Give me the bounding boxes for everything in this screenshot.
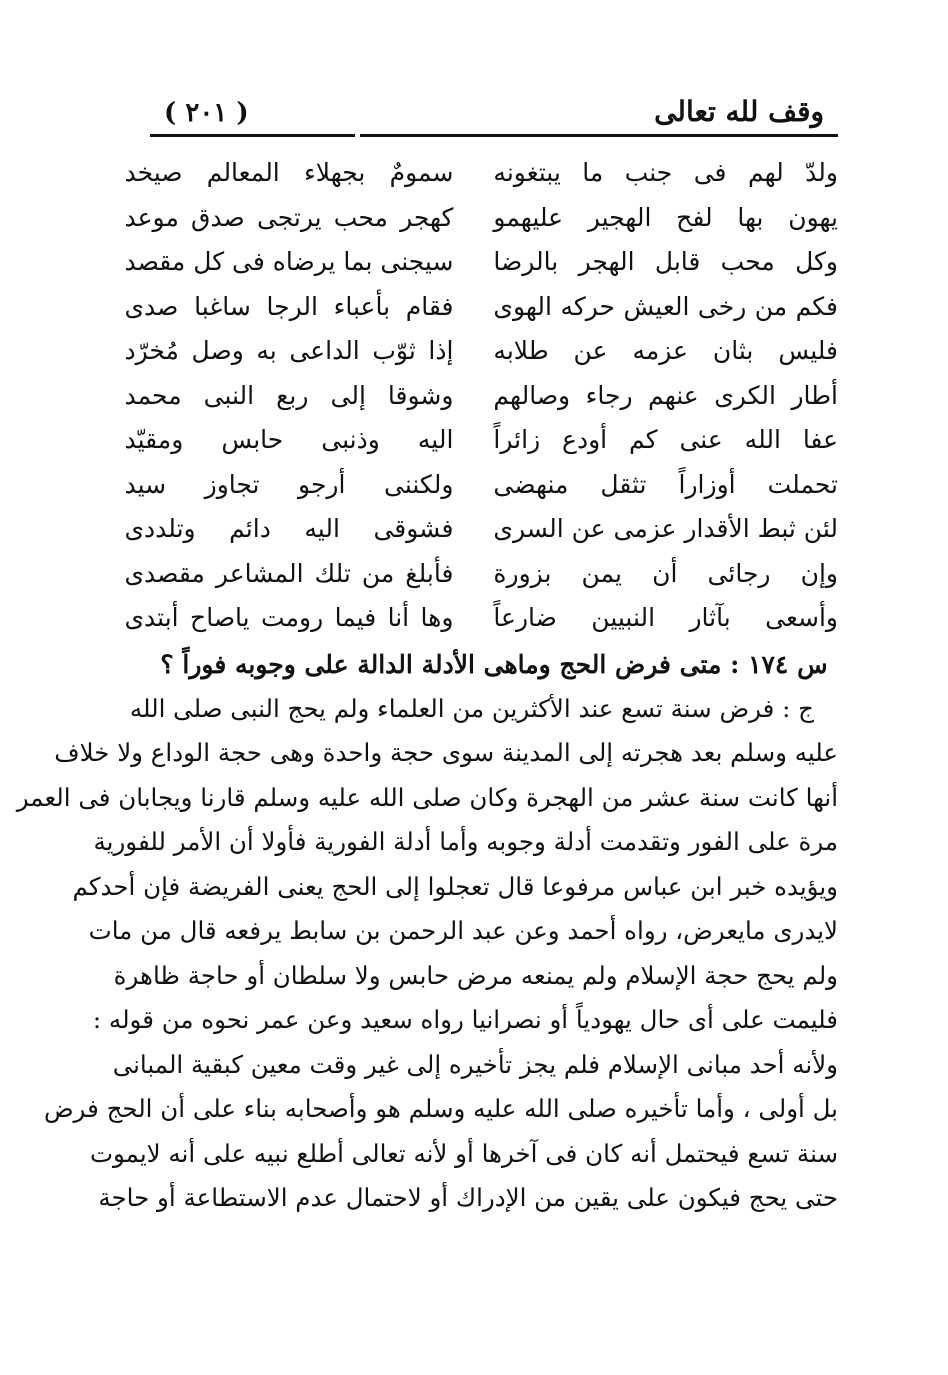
answer-line: مرة على الفور وتقدمت أدلة وجوبه وأما أدلة الفورية فأولا أن الأمر للفورية <box>93 827 838 856</box>
verse-10-left-hemistich: فأبلغ من تلك المشاعر مقصدى <box>124 558 454 588</box>
verse-3-right-hemistich: وكل محب قابل الهجر بالرضا <box>493 247 838 276</box>
answer-line: عليه وسلم بعد هجرته إلى المدينة سوى حجة واحدة وهى حجة الوداع ولا خلاف <box>54 738 838 767</box>
answer-line: ج : فرض سنة تسع عند الأكثرين من العلماء ولم يحج النبى صلى الله <box>129 693 814 723</box>
verse-1-left-hemistich: سمومٌ بجهلاء المعالم صيخد <box>124 158 454 187</box>
verse-2-right-hemistich: يهون بها لفح الهجير عليهمو <box>493 202 838 232</box>
verse-6-left-hemistich: وشوقا إلى ربع النبى محمد <box>124 380 454 410</box>
verse-8-right-hemistich: تحملت أوزاراً تثقل منهضى <box>493 469 838 499</box>
verse-10-right-hemistich: وإن رجائى أن يمن بزورة <box>493 558 838 588</box>
verse-4-right-hemistich: فكم من رخى العيش حركه الهوى <box>493 291 838 321</box>
answer-line: حتى يحج فيكون على يقين من الإدراك أو لاحتمال عدم الاستطاعة أو حاجة <box>98 1183 838 1212</box>
verse-7-right-hemistich: عفا الله عنى كم أودع زائراً <box>493 425 838 454</box>
verse-5-left-hemistich: إذا ثوّب الداعى به وصل مُخرّد <box>124 336 454 365</box>
answer-line: سنة تسع فيحتمل أنه كان فى آخرها أو لأنه تعالى أطلع نبيه على أنه لايموت <box>89 1138 838 1168</box>
verse-8-left-hemistich: ولكننى أرجو تجاوز سيد <box>124 469 454 499</box>
verse-7-left-hemistich: اليه وذنبى حابس ومقيّد <box>124 425 454 454</box>
question-heading: س ١٧٤ : متى فرض الحج وماهى الأدلة الدالة على وجوبه فوراً ؟ <box>160 649 828 679</box>
page-number: ( ٢٠١ ) <box>164 98 249 128</box>
verse-2-left-hemistich: كهجر محب يرتجى صدق موعد <box>124 202 454 232</box>
verse-3-left-hemistich: سيجنى بما يرضاه فى كل مقصد <box>124 247 454 276</box>
answer-line: ولأنه أحد مبانى الإسلام فلم يجز تأخيره إلى غير وقت معين كبقية المبانى <box>112 1049 838 1079</box>
answer-line: لايدرى مايعرض، رواه أحمد وعن عبد الرحمن بن سابط يرفعه قال من مات <box>88 916 838 945</box>
poem <box>124 151 838 641</box>
verse-4-left-hemistich: فقام بأعباء الرجا ساغبا صدى <box>124 291 454 321</box>
verse-9-right-hemistich: لئن ثبط الأقدار عزمى عن السرى <box>493 514 838 543</box>
verse-9-left-hemistich: فشوقى اليه دائم وتلددى <box>124 514 454 543</box>
answer-text <box>16 687 838 1221</box>
answer-line: بل أولى ، وأما تأخيره صلى الله عليه وسلم هو وأصحابه بناء على أن الحج فرض <box>43 1094 838 1123</box>
answer-line: ولم يحج حجة الإسلام ولم يمنعه مرض حابس ولا سلطان أو حاجة ظاهرة <box>113 960 838 990</box>
verse-6-right-hemistich: أطار الكرى عنهم رجاء وصالهم <box>493 380 838 410</box>
answer-line: أنها كانت سنة عشر من الهجرة وكان صلى الله عليه وسلم قارنا ويجابان فى العمر <box>16 782 838 812</box>
verse-5-right-hemistich: فليس بثان عزمه عن طلابه <box>493 336 838 365</box>
verse-11-left-hemistich: وها أنا فيما رومت ياصاح أبتدى <box>124 603 454 632</box>
answer-line: ويؤيده خبر ابن عباس مرفوعا قال تعجلوا إلى الحج يعنى الفريضة فإن أحدكم <box>72 871 838 901</box>
verse-1-right-hemistich: ولدّ لهم فى جنب ما يبتغونه <box>493 158 838 187</box>
header-rule <box>150 134 838 137</box>
running-title: وقف لله تعالى <box>654 95 824 128</box>
page-header <box>150 80 838 128</box>
verse-11-right-hemistich: وأسعى بآثار النبيين ضارعاً <box>493 603 838 632</box>
answer-line: فليمت على أى حال يهودياً أو نصرانيا رواه سعيد وعن عمر نحوه من قوله : <box>92 1005 838 1034</box>
